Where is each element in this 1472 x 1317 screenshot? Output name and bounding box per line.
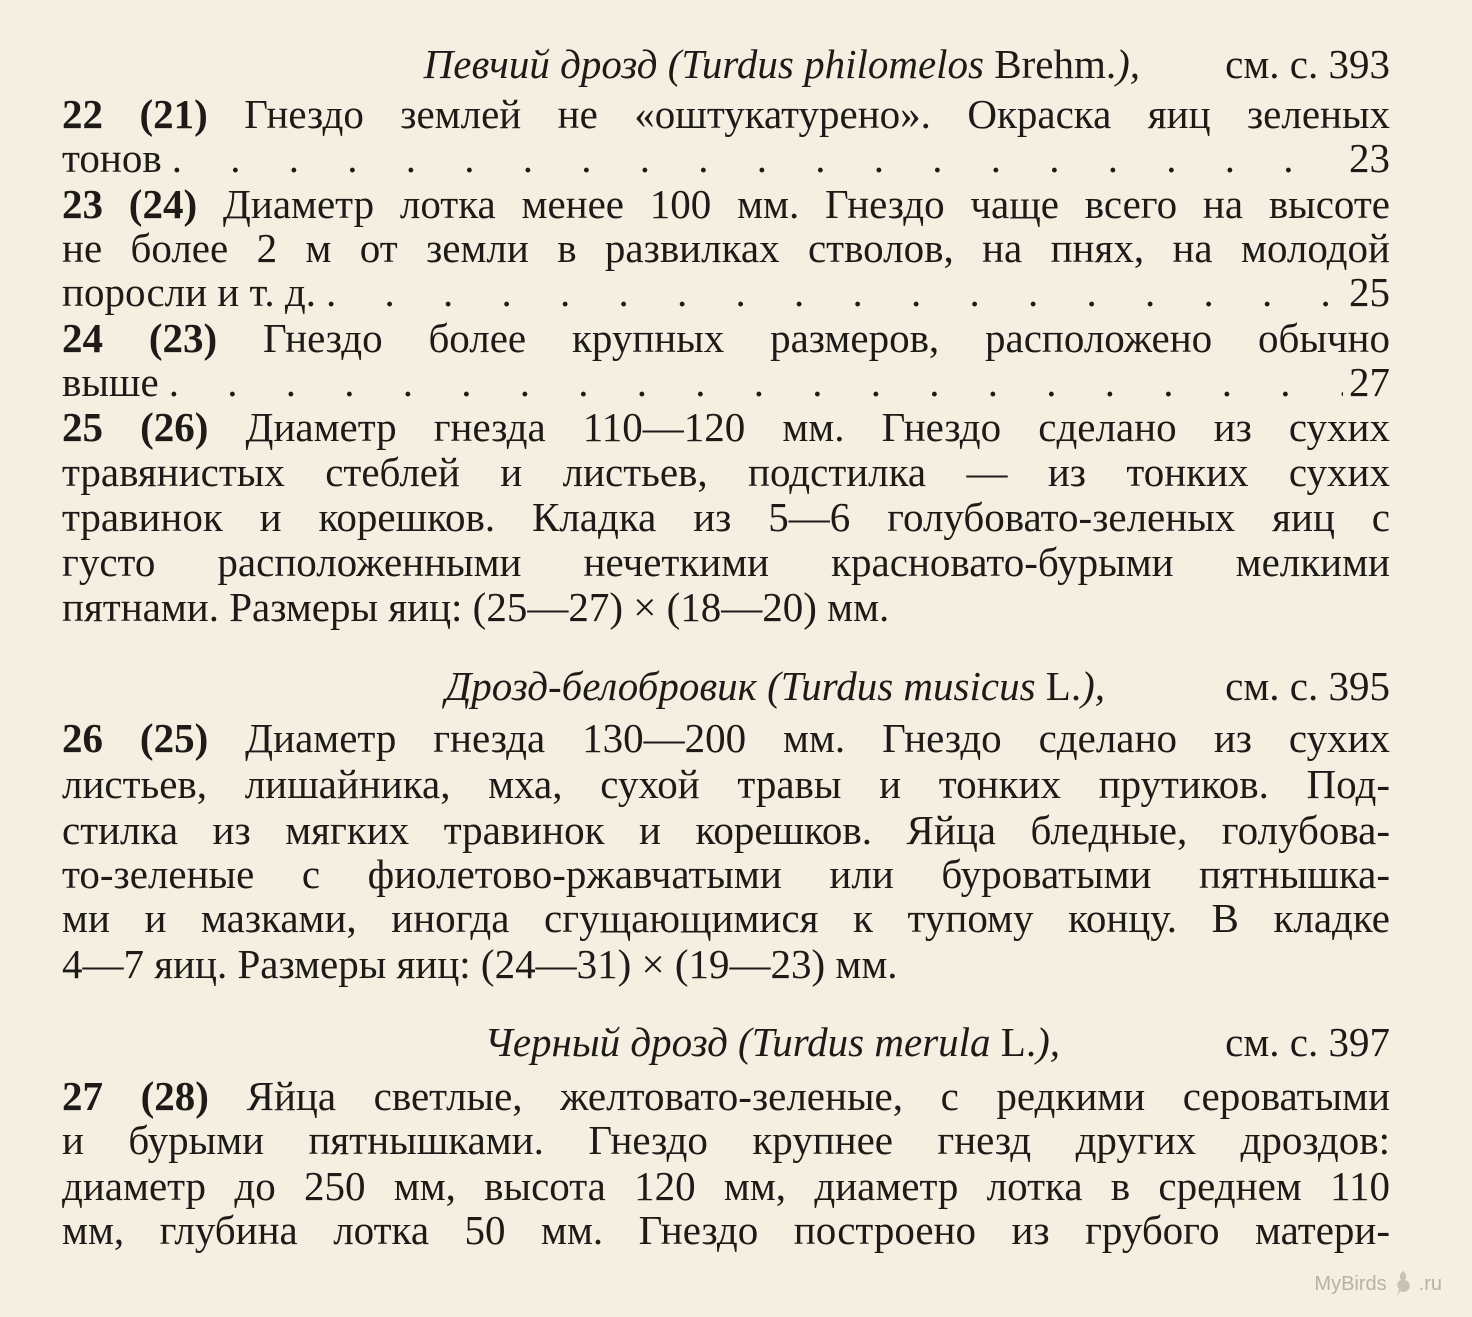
target-number: 23 [1349,135,1390,181]
entry-25-line-1: 25 (26) Диаметр гнезда 110—120 мм. Гнездо сделано из сухих [62,404,1390,450]
entry-23-line-1: 23 (24) Диаметр лотка менее 100 мм. Гнездо чаще всего на высоте [62,181,1390,227]
page-reference: см. с. 397 [1225,1019,1390,1065]
entry-26-line-4: то-зеленые с фиолетово-ржавчатыми или буроватыми пятнышка- [62,851,1390,897]
entry-number: 26 (25) [62,715,209,761]
entry-25-line-2: травянистых стеблей и листьев, подстилка — из тонких сухих [62,449,1390,495]
target-number: 25 [1349,269,1390,315]
watermark-suffix: .ru [1418,1272,1442,1295]
entry-22-line-1: 22 (21) Гнездо землей не «оштукатурено». Окраска яиц зеленых [62,91,1391,137]
entry-number: 27 (28) [62,1073,209,1119]
dot-leader [172,136,1343,180]
entry-23-line-2: не более 2 м от земли в развилках стволов, на пнях, на молодой [62,225,1390,271]
species-heading-philomelos [424,42,1390,86]
entry-number: 23 (24) [62,181,198,227]
species-heading-musicus [445,664,1390,708]
entry-number: 24 (23) [62,315,218,361]
entry-number: 25 (26) [62,404,209,450]
dot-leader [169,360,1343,404]
entry-27-line-1: 27 (28) Яйца светлые, желтовато-зеленые, с редкими сероватыми [62,1073,1391,1119]
page-reference: см. с. 395 [1225,663,1390,709]
page-reference: см. с. 393 [1225,41,1390,87]
entry-25-line-4: густо расположенными нечеткими красновато-бурыми мелкими [62,539,1390,585]
target-number: 27 [1349,359,1390,405]
entry-25-line-3: травинок и корешков. Кладка из 5—6 голубовато-зеленых яиц с [62,494,1390,540]
species-name: Певчий дрозд (Turdus philomelos Brehm.), [423,41,1140,87]
entry-27-line-2: и бурыми пятнышками. Гнездо крупнее гнезд других дроздов: [62,1117,1390,1163]
species-name: Дрозд-белобровик (Turdus musicus L.), [445,663,1105,709]
bird-icon [1391,1269,1415,1299]
entry-26-line-5: ми и мазками, иногда сгущающимися к тупому концу. В кладке [62,895,1390,941]
species-heading-merula [485,1020,1390,1064]
entry-26-line-2: листьев, лишайника, мха, сухой травы и тонких прутиков. Под- [62,761,1390,807]
species-name: Черный дрозд (Turdus merula L.), [484,1019,1060,1065]
entry-26-line-6: 4—7 яиц. Размеры яиц: (24—31) × (19—23) мм. [62,941,898,987]
entry-22-line-2: тонов . . . 23 [62,136,1390,180]
entry-24-line-1: 24 (23) Гнездо более крупных размеров, расположено обычно [62,315,1390,361]
entry-27-line-3: диаметр до 250 мм, высота 120 мм, диаметр лотка в среднем 110 [62,1163,1390,1209]
dot-leader [326,270,1343,314]
entry-23-line-3: поросли и т. д. . . . 25 [62,270,1390,314]
entry-25-line-5: пятнами. Размеры яиц: (25—27) × (18—20) мм. [62,584,890,630]
entry-27-line-4: мм, глубина лотка 50 мм. Гнездо построено из грубого матери- [62,1207,1390,1253]
watermark-text: MyBirds [1314,1272,1387,1295]
entry-26-line-3: стилка из мягких травинок и корешков. Яйца бледные, голубова- [62,807,1390,853]
entry-24-line-2: выше . . . 27 [62,360,1390,404]
watermark [1314,1269,1442,1299]
entry-number: 22 (21) [62,91,208,137]
entry-26-line-1: 26 (25) Диаметр гнезда 130—200 мм. Гнездо сделано из сухих [62,715,1391,761]
